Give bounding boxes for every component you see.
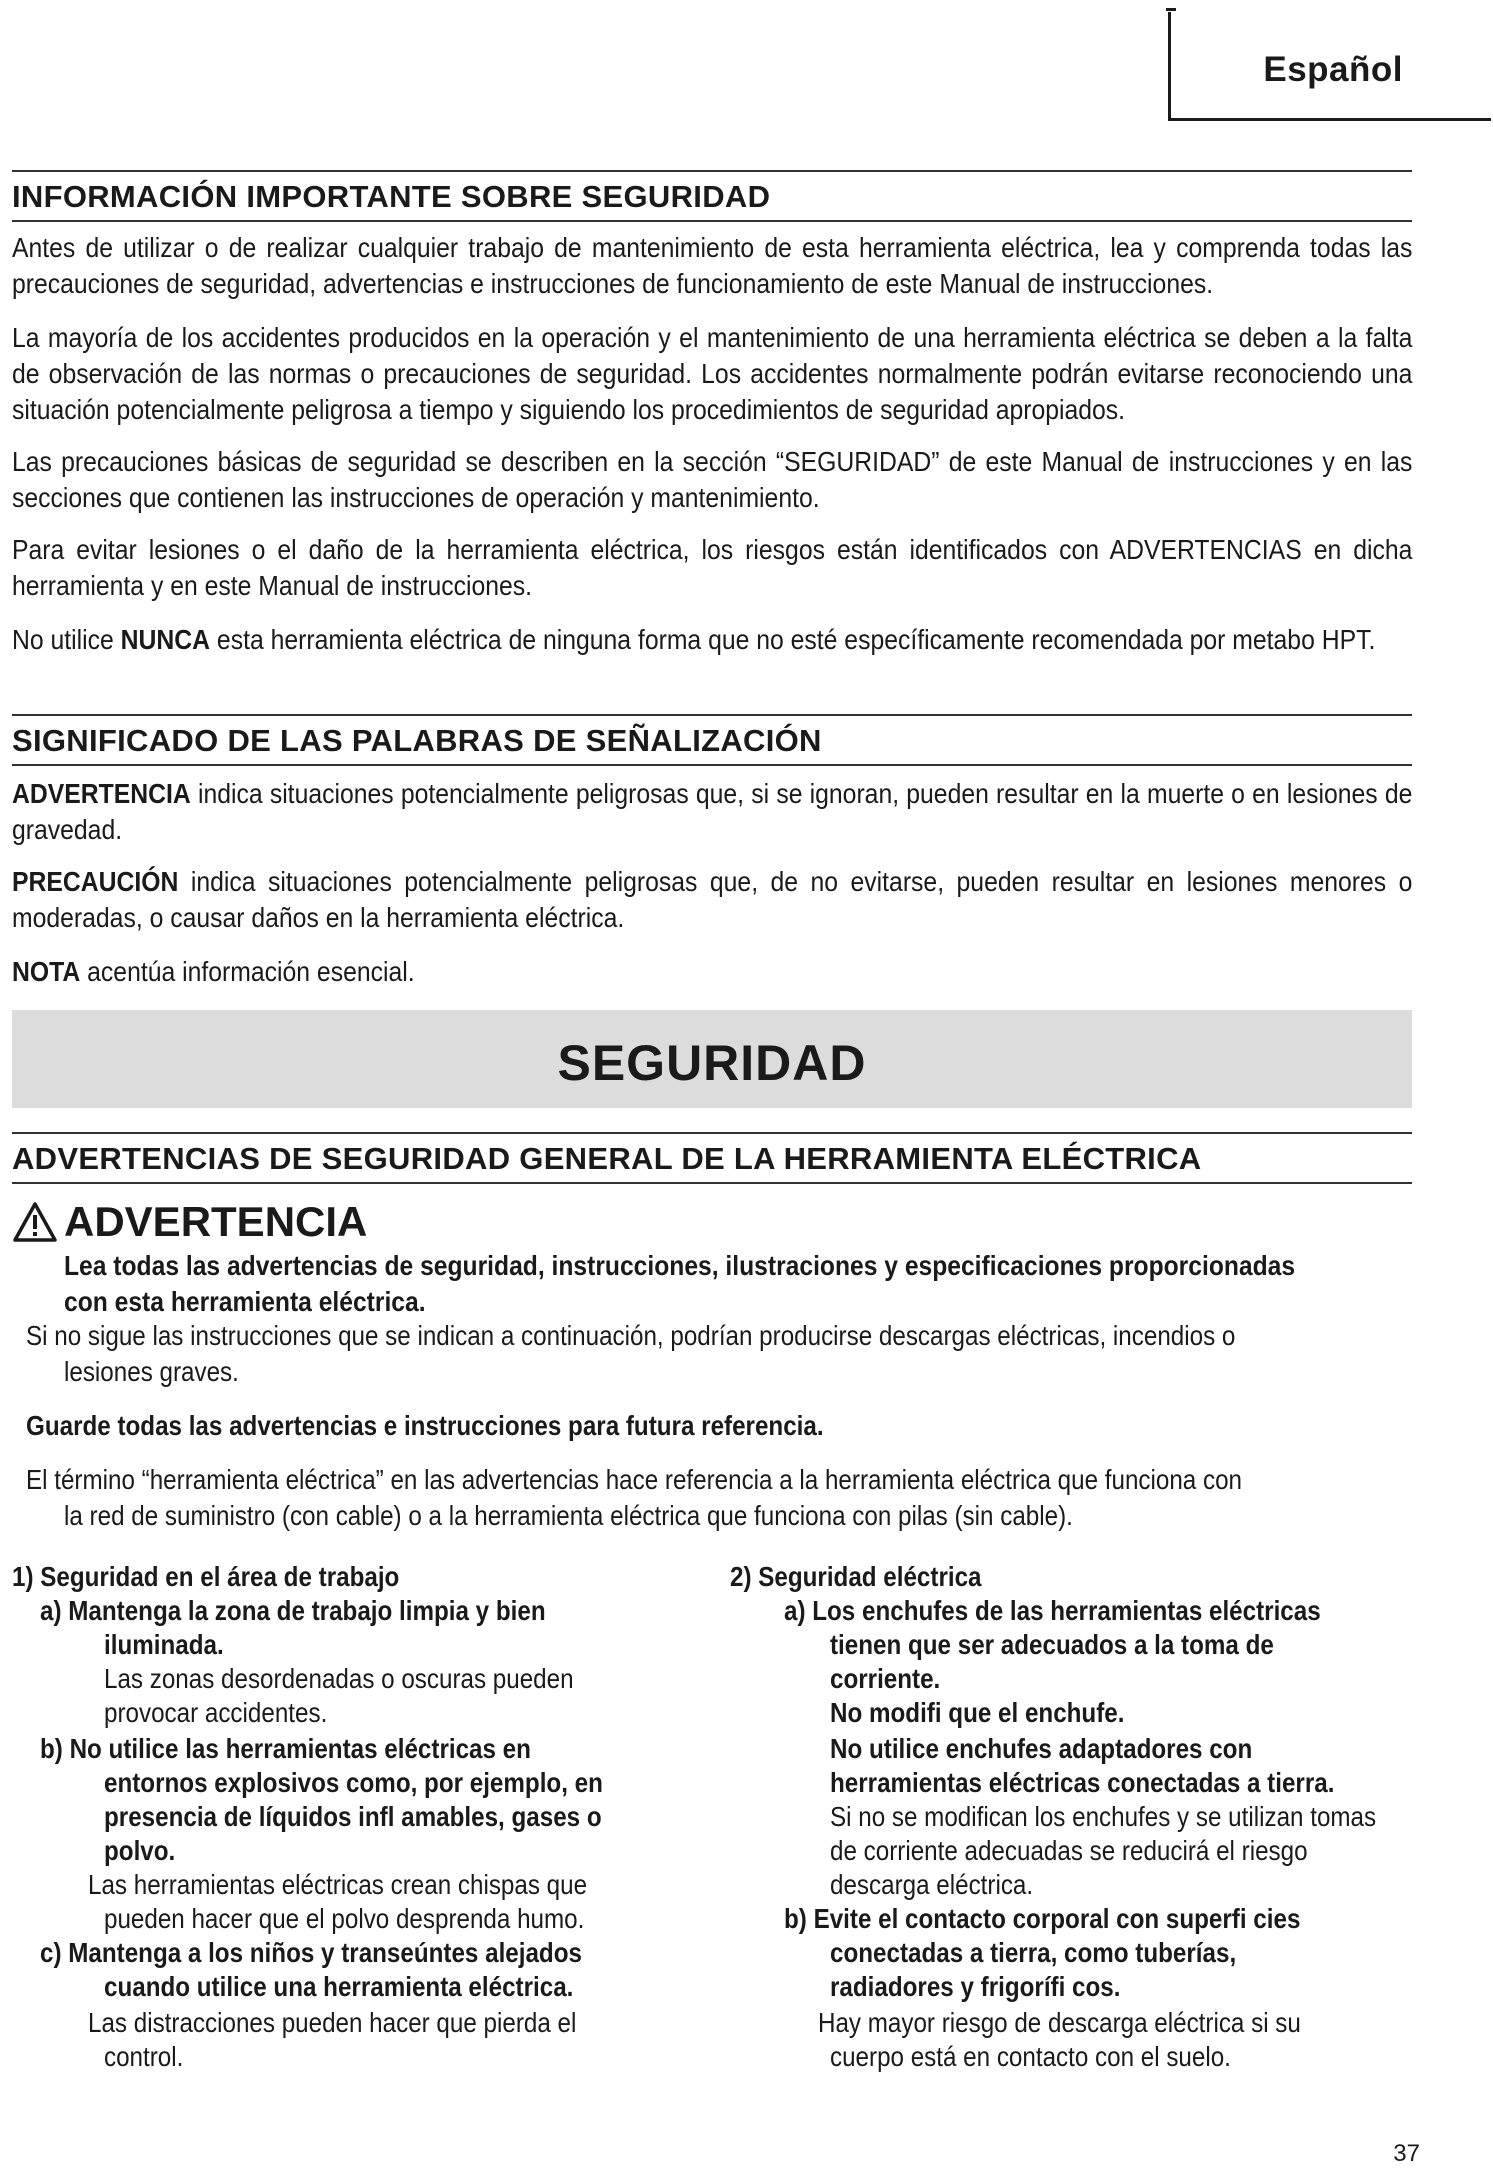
item-a-line2: tienen que ser adecuados a la toma de: [830, 1629, 1274, 1660]
item-a-line6: herramientas eléctricas conectadas a tierra.: [830, 1767, 1335, 1798]
never-use-pre: No utilice: [12, 624, 121, 655]
item-a-line3: corriente.: [830, 1663, 941, 1694]
safety-banner: [12, 1010, 1412, 1108]
item-b-text2: pueden hacer que el polvo desprenda humo.: [104, 1903, 585, 1934]
item-c-text1: Las distracciones pueden hacer que pierda el: [88, 2007, 577, 2038]
never-use-post: esta herramienta eléctrica de ninguna forma que no esté específicamente recomendada por metabo HPT.: [210, 624, 1376, 655]
heading-work-area-safety: 1) Seguridad en el área de trabajo: [12, 1561, 400, 1592]
language-label: Español: [1263, 50, 1403, 89]
failure-consequence-l1: Si no sigue las instrucciones que se indican a continuación, podrían producirse descargas eléctricas, incendios o: [26, 1320, 1236, 1351]
item-b-line3: radiadores y frigorífi cos.: [830, 1971, 1121, 2002]
paragraph-accidents: La mayoría de los accidentes producidos en la operación y el mantenimiento de una herramienta eléctrica se deben a la falta de observación de las normas o precauciones de seguridad. Los accidentes normalmente podrán evitarse reconociendo una situación potencialmente peligrosa a tiempo y siguiendo los procedimientos de seguridad apropiados.: [12, 322, 1413, 425]
page-number: 37: [1393, 2140, 1420, 2167]
section-title-signal-words: SIGNIFICADO DE LAS PALABRAS DE SEÑALIZACIÓN: [12, 714, 1412, 766]
paragraph-note-def: [12, 954, 1412, 990]
paragraph-caution-def: [12, 864, 1412, 936]
note-definition: acentúa información esencial.: [80, 956, 415, 987]
paragraph-basic-precautions: Las precauciones básicas de seguridad se describen en la sección “SEGURIDAD” de este Manual de instrucciones y en las secciones que contienen las instrucciones de operación y mantenimiento.: [12, 446, 1413, 513]
item-a-line5: No utilice enchufes adaptadores con: [830, 1733, 1253, 1764]
power-tool-term-l1: El término “herramienta eléctrica” en las advertencias hace referencia a la herramienta eléctrica que funciona con: [26, 1464, 1243, 1495]
item-a-text1: Si no se modifican los enchufes y se utilizan tomas: [830, 1801, 1377, 1832]
tab-tick: [1166, 8, 1176, 11]
item-a-line2: iluminada.: [104, 1629, 224, 1660]
failure-consequence-l2: lesiones graves.: [64, 1356, 239, 1387]
item-b-text1: Hay mayor riesgo de descarga eléctrica si su: [818, 2007, 1301, 2038]
read-all-warnings-l1: Lea todas las advertencias de seguridad, instrucciones, ilustraciones y especificaciones proporcionadas: [64, 1250, 1296, 1281]
paragraph-warning-def: [12, 776, 1412, 848]
section-title-important-info: INFORMACIÓN IMPORTANTE SOBRE SEGURIDAD: [12, 170, 1412, 222]
heading-electrical-safety: 2) Seguridad eléctrica: [730, 1561, 982, 1592]
item-c-text2: control.: [104, 2041, 184, 2072]
warning-triangle-icon: [12, 1201, 58, 1243]
item-a-text2: de corriente adecuadas se reducirá el riesgo: [830, 1835, 1308, 1866]
item-a-text1: Las zonas desordenadas o oscuras pueden: [104, 1663, 574, 1694]
item-a-text2: provocar accidentes.: [104, 1697, 328, 1728]
warning-term: ADVERTENCIA: [12, 778, 191, 809]
note-term: NOTA: [12, 956, 81, 987]
section-title-general-warnings: ADVERTENCIAS DE SEGURIDAD GENERAL DE LA HERRAMIENTA ELÉCTRICA: [12, 1132, 1412, 1184]
item-b-line1: b) Evite el contacto corporal con superfi cies: [784, 1903, 1301, 1934]
item-c-line2: cuando utilice una herramienta eléctrica.: [104, 1971, 574, 2002]
warning-definition: indica situaciones potencialmente peligrosas que, si se ignoran, pueden resultar en la muerte o en lesiones de gravedad.: [12, 778, 1413, 845]
read-all-warnings-l2: con esta herramienta eléctrica.: [64, 1286, 426, 1317]
item-a-text3: descarga eléctrica.: [830, 1869, 1034, 1900]
item-b-line4: polvo.: [104, 1835, 176, 1866]
item-b-line2: entornos explosivos como, por ejemplo, en: [104, 1767, 603, 1798]
item-a-line4: No modifi que el enchufe.: [830, 1697, 1125, 1728]
paragraph-avoid-injury: Para evitar lesiones o el daño de la herramienta eléctrica, los riesgos están identificados con ADVERTENCIAS en dicha herramienta y en este Manual de instrucciones.: [12, 534, 1413, 601]
power-tool-term-l2: la red de suministro (con cable) o a la herramienta eléctrica que funciona con pilas (sin cable).: [64, 1500, 1073, 1531]
warning-heading: [12, 1198, 367, 1246]
warning-heading-label: ADVERTENCIA: [64, 1198, 368, 1245]
safety-banner-title: SEGURIDAD: [557, 1035, 867, 1091]
item-b-line3: presencia de líquidos infl amables, gases o: [104, 1801, 602, 1832]
item-b-line2: conectadas a tierra, como tuberías,: [830, 1937, 1237, 1968]
item-a-line1: a) Mantenga la zona de trabajo limpia y bien: [40, 1595, 546, 1626]
item-b-line1: b) No utilice las herramientas eléctricas en: [40, 1733, 531, 1764]
item-a-line1: a) Los enchufes de las herramientas eléctricas: [784, 1595, 1321, 1626]
paragraph-never-use: [12, 622, 1412, 658]
keep-instructions: Guarde todas las advertencias e instrucciones para futura referencia.: [26, 1410, 824, 1441]
item-b-text2: cuerpo está en contacto con el suelo.: [830, 2041, 1231, 2072]
caution-definition: indica situaciones potencialmente peligrosas que, de no evitarse, pueden resultar en lesiones menores o moderadas, o causar daños en la herramienta eléctrica.: [12, 866, 1413, 933]
item-c-line1: c) Mantenga a los niños y transeúntes alejados: [40, 1937, 582, 1968]
caution-term: PRECAUCIÓN: [12, 866, 179, 897]
item-b-text1: Las herramientas eléctricas crean chispas que: [88, 1869, 588, 1900]
paragraph-intro: Antes de utilizar o de realizar cualquier trabajo de mantenimiento de esta herramienta eléctrica, lea y comprenda todas las precauciones de seguridad, advertencias e instrucciones de funcionamiento de este Manual de instrucciones.: [12, 232, 1413, 299]
never-use-bold: NUNCA: [120, 624, 211, 655]
